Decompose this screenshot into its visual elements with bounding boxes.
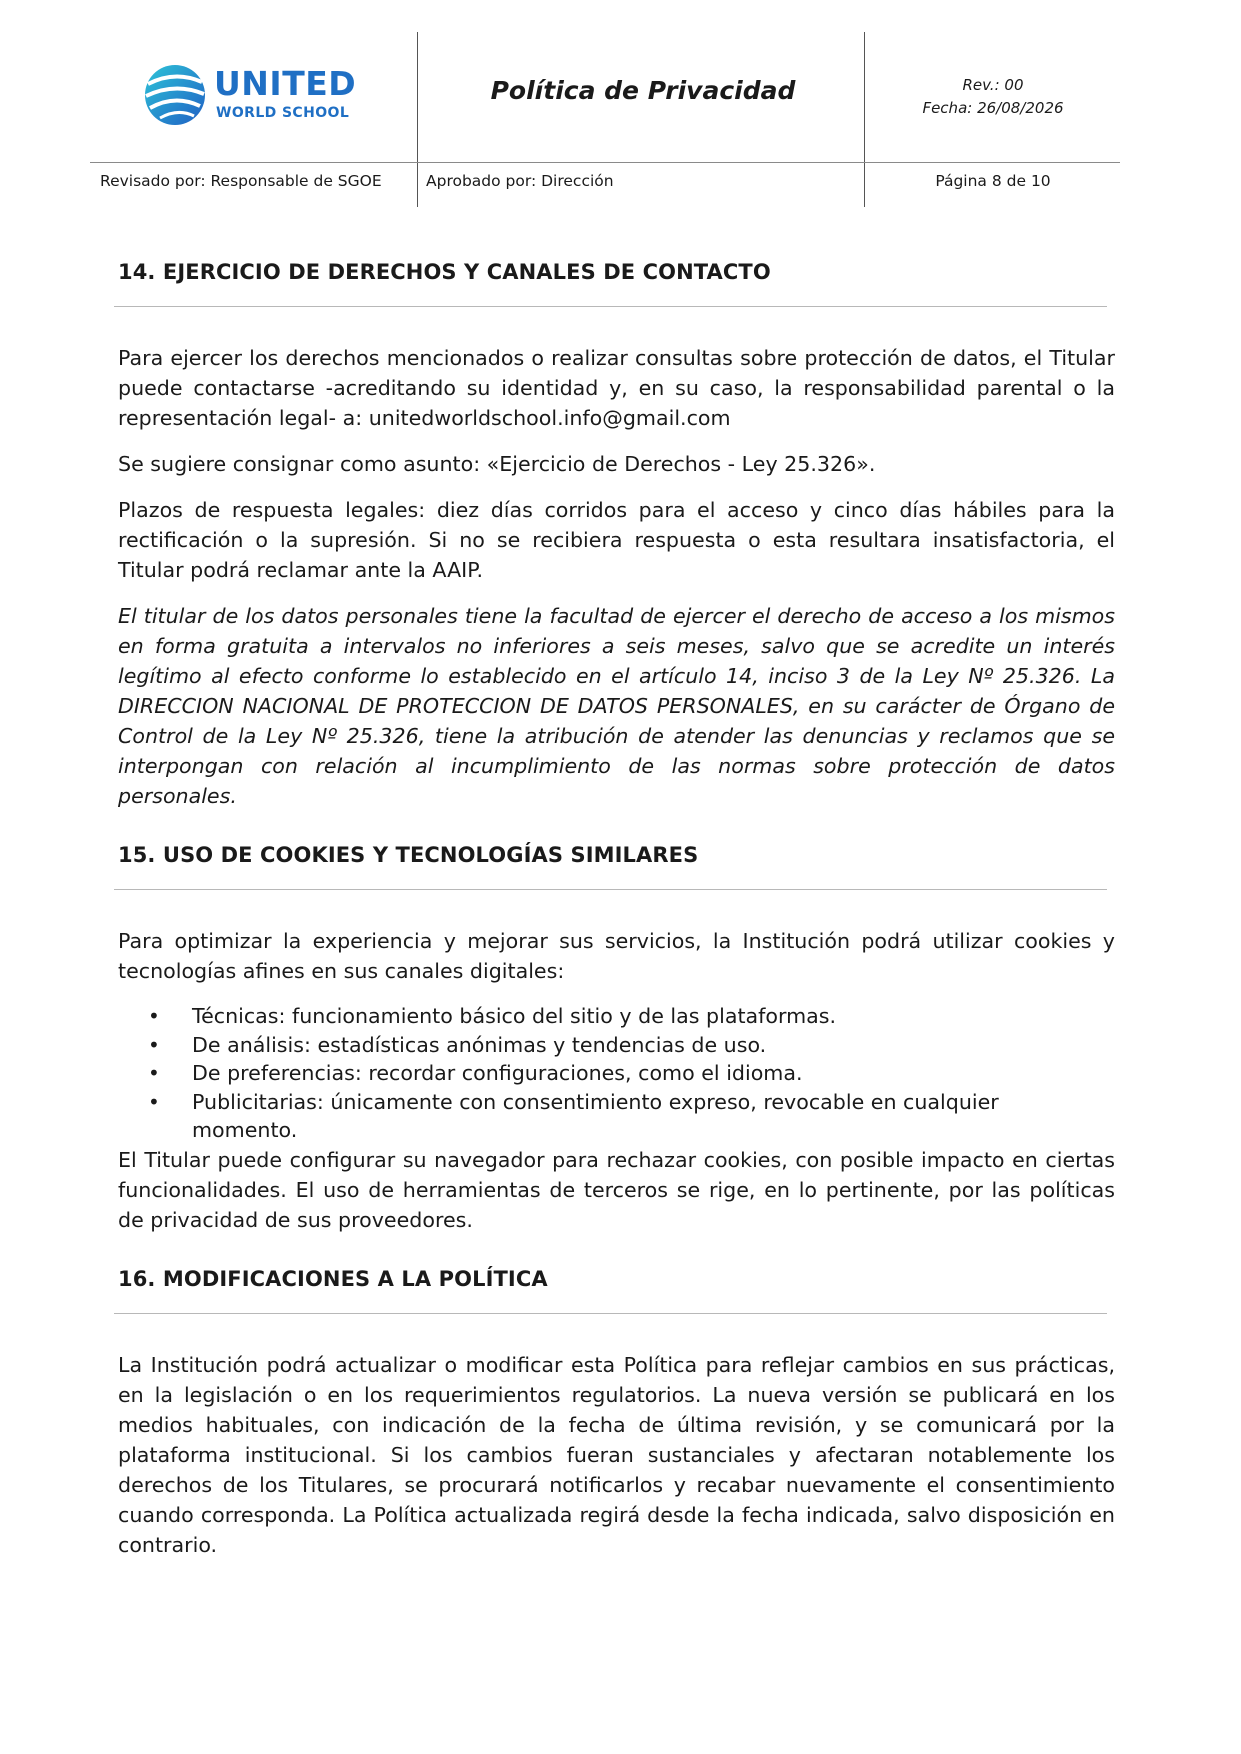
revision-date: Fecha: 26/08/2026 — [922, 99, 1064, 117]
school-logo — [142, 62, 382, 128]
document-header — [90, 32, 1120, 207]
section-14 — [118, 260, 1115, 811]
section-heading: 15. USO DE COOKIES Y TECNOLOGÍAS SIMILARES — [118, 843, 699, 867]
paragraph: Para ejercer los derechos mencionados o realizar consultas sobre protección de datos, el Titular puede contactarse -acreditando su identidad y, en su caso, la responsabilidad parental o la representación legal- a: unitedworldschool.info@gmail.com — [118, 346, 1115, 430]
section-heading: 16. MODIFICACIONES A LA POLÍTICA — [118, 1266, 548, 1291]
section-heading: 14. EJERCICIO DE DERECHOS Y CANALES DE CONTACTO — [118, 260, 771, 284]
paragraph: El titular de los datos personales tiene la facultad de ejercer el derecho de acceso a los mismos en forma gratuita a intervalos no inferiores a seis meses, salvo que se acredite un interés legítimo al efecto conforme lo establecido en el artículo 14, inciso 3 de la Ley Nº 25.326. La DIRECCION NACIONAL DE PROTECCION DE DATOS PERSONALES, en su carácter de Órgano de Control de la Ley Nº 25.326, tiene la atribución de atender las denuncias y reclamos que se interpongan con relación al incumplimiento de las normas sobre protección de datos personales. — [118, 604, 1115, 808]
header-divider — [417, 32, 418, 207]
globe-icon — [142, 62, 208, 128]
paragraph: La Institución podrá actualizar o modificar esta Política para reflejar cambios en sus prácticas, en la legislación o en los requerimientos regulatorios. La nueva versión se publicará en los medios habituales, con indicación de la fecha de última revisión, y se comunicará por la plataforma institucional. Si los cambios fueran sustanciales y afectaran notablemente los derechos de los Titulares, se procurará notificarlos y recabar nuevamente el consentimiento cuando corresponda. La Política actualizada regirá desde la fecha indicada, salvo disposición en contrario. — [118, 1352, 1115, 1557]
section-rule — [114, 889, 1107, 890]
list-item: • De preferencias: recordar configuraciones, como el idioma. — [192, 1059, 1115, 1088]
list-item: • Técnicas: funcionamiento básico del sitio y de las plataformas. — [192, 1002, 1115, 1031]
logo-text-world-school: WORLD SCHOOL — [216, 105, 350, 121]
revision-number: Rev.: 00 — [962, 76, 1024, 94]
section-15 — [118, 843, 1115, 1235]
approved-by: Aprobado por: Dirección — [426, 172, 614, 190]
document-body — [118, 260, 1115, 1592]
paragraph: Plazos de respuesta legales: diez días corridos para el acceso y cinco días hábiles para la rectificación o la supresión. Si no se recibiera respuesta o esta resultara insatisfactoria, el Titular podrá reclamar ante la AAIP. — [118, 498, 1115, 582]
cookie-list — [118, 1002, 1115, 1145]
revision-block — [866, 74, 1120, 120]
section-16 — [118, 1267, 1115, 1560]
paragraph: El Titular puede configurar su navegador para rechazar cookies, con posible impacto en ciertas funcionalidades. El uso de herramientas de terceros se rige, en lo pertinente, por las políticas de privacidad de sus proveedores. — [118, 1147, 1115, 1232]
document-title: Política de Privacidad — [490, 76, 796, 105]
page-number: Página 8 de 10 — [935, 172, 1051, 190]
list-item: • De análisis: estadísticas anónimas y tendencias de uso. — [192, 1031, 1115, 1060]
logo-text-united: UNITED — [214, 64, 357, 103]
list-item: • Publicitarias: únicamente con consentimiento expreso, revocable en cualquier momento. — [192, 1088, 1115, 1145]
paragraph: Se sugiere consignar como asunto: «Ejercicio de Derechos - Ley 25.326». — [118, 452, 876, 476]
section-rule — [114, 306, 1107, 307]
header-rule — [90, 162, 1120, 163]
header-divider — [864, 32, 865, 207]
paragraph: Para optimizar la experiencia y mejorar sus servicios, la Institución podrá utilizar cookies y tecnologías afines en sus canales digitales: — [118, 929, 1115, 983]
reviewed-by: Revisado por: Responsable de SGOE — [100, 172, 382, 190]
section-rule — [114, 1313, 1107, 1314]
